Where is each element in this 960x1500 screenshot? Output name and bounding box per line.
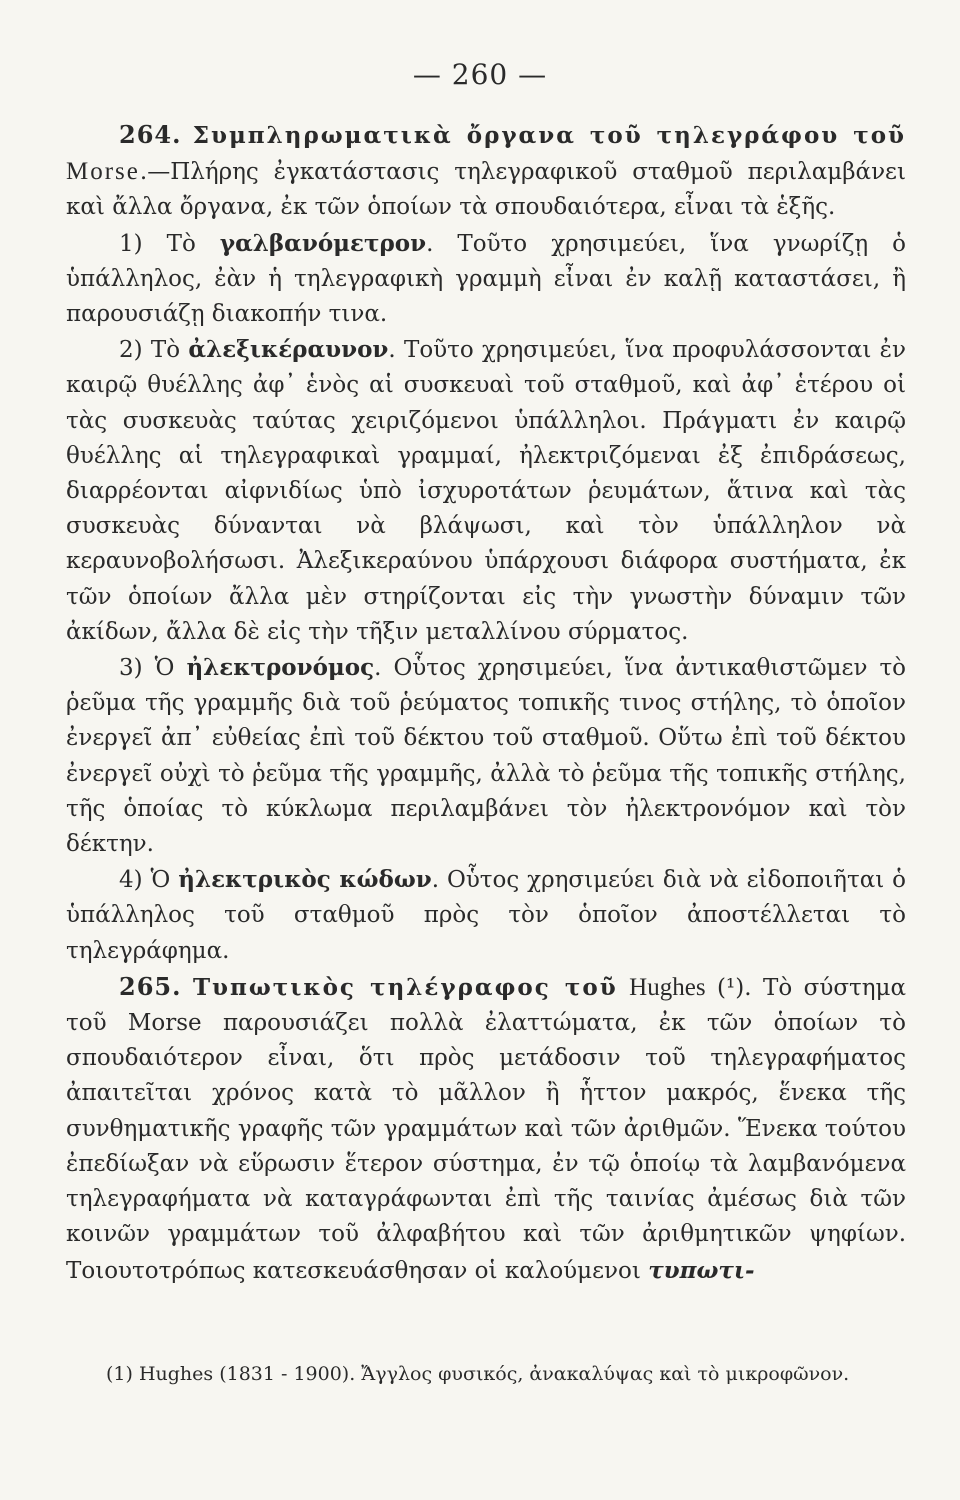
item-3-paragraph (66, 650, 906, 862)
section-264-name: Morse (66, 158, 140, 186)
item-2-paragraph (66, 332, 906, 650)
item-4-number: 4) Ὁ (119, 867, 171, 894)
footnote-reference: (¹). (717, 974, 752, 1001)
item-1-number: 1) Τὸ (119, 230, 196, 257)
section-264-title: Συμπληρωματικὰ ὄργανα τοῦ τηλεγράφου τοῦ (192, 122, 906, 149)
section-265-text: Τὸ σύστημα τοῦ Morse παρουσιάζει πολλὰ ἐλαττώματα, ἐκ τῶν ὁποίων τὸ σπουδαιότερον εἶναι, ὅτι πρὸς μετάδοσιν τοῦ τηλεγραφήματος ἀπαιτεῖται χρόνος κατὰ τὸ μᾶλλον ἢ ἧττον μακρός, ἕνεκα τῆς συνθηματικῆς γραφῆς τῶν γραμμάτων καὶ τῶν ἀριθμῶν. Ἕνεκα τούτου ἐπεδίωξαν νὰ εὕρωσιν ἕτερον σύστημα, ἐν τῷ ὁποίῳ τὰ λαμβανόμενα τηλεγραφήματα νὰ καταγράφωνται ἐπὶ τῆς ταινίας ἀμέσως διὰ τῶν κοινῶν γραμμάτων τοῦ ἀλφαβήτου καὶ τῶν ἀριθμητικῶν ψηφίων. Τοιουτοτρόπως κατεσκευάσθησαν οἱ καλούμενοι (66, 974, 907, 1284)
item-3-text: . Οὗτος χρησιμεύει, ἵνα ἀντικαθιστῶμεν τὸ ῥεῦμα τῆς γραμμῆς διὰ τοῦ ῥεύματος τοπικῆς τινος στήλης, τὸ ὁποῖον ἐνεργεῖ ἀπ᾽ εὐθείας ἐπὶ τοῦ δέκτου τοῦ σταθμοῦ. Οὕτω ἐπὶ τοῦ δέκτου ἐνεργεῖ οὐχὶ τὸ ῥεῦμα τῆς γραμμῆς, ἀλλὰ τὸ ῥεῦμα τῆς τοπικῆς στήλης, τῆς ὁποίας τὸ κύκλωμα περιλαμβάνει τὸν ἠλεκτρονόμον καὶ τὸν δέκτην. (66, 655, 907, 858)
item-4-term: ἠλεκτρικὸς κώδων (178, 866, 432, 894)
section-264-text: .—Πλήρης ἐγκατάστασις τηλεγραφικοῦ σταθμοῦ περιλαμβάνει καὶ ἄλλα ὄργανα, ἐκ τῶν ὁποίων τὰ σπουδαιότερα, εἶναι τὰ ἑξῆς. (66, 159, 906, 221)
item-2-term: ἀλεξικέραυνον (188, 336, 389, 364)
section-265-paragraph (66, 969, 906, 1289)
section-265-tail: τυπωτι- (648, 1256, 755, 1284)
section-265-name: Hughes (629, 973, 706, 1001)
section-264-number: 264. (119, 120, 182, 149)
item-1-paragraph (66, 226, 906, 333)
section-265-number: 265. (119, 971, 182, 1001)
item-3-term: ἠλεκτρονόμος (186, 654, 375, 682)
footnote-text: (1) Hughes (1831 - 1900). Ἄγγλος φυσικός, ἀνακαλύψας καὶ τὸ μικροφῶνον. (106, 1363, 850, 1385)
item-2-text: . Τοῦτο χρησιμεύει, ἵνα προφυλάσσονται ἐν καιρῷ θυέλλης ἀφ᾽ ἑνὸς αἱ συσκευαὶ τοῦ σταθμοῦ, καὶ ἀφ᾽ ἑτέρου οἱ τὰς συσκευὰς ταύτας χειριζόμενοι ὑπάλληλοι. Πράγματι ἐν καιρῷ θυέλλης αἱ τηλεγραφικαὶ γραμμαί, ἠλεκτριζόμεναι ἐξ ἐπιδράσεως, διαρρέονται αἰφνιδίως ὑπὸ ἰσχυροτάτων ῥευμάτων, ἅτινα καὶ τὰς συσκευὰς δύνανται νὰ βλάψωσι, καὶ τὸν ὑπάλληλον νὰ κεραυνοβολήσωσι. Ἀλεξικεραύνου ὑπάρχουσι διάφορα συστήματα, ἐκ τῶν ὁποίων ἄλλα μὲν στηρίζονται εἰς τὴν γνωστὴν δύναμιν τῶν ἀκίδων, ἄλλα δὲ εἰς τὴν τῆξιν μεταλλίνου σύρματος. (66, 337, 906, 645)
page-number: — 260 — (412, 58, 548, 91)
item-1-term: γαλβανόμετρον (219, 229, 427, 257)
body-text (66, 117, 906, 1289)
item-2-number: 2) Τὸ (119, 337, 181, 364)
item-4-paragraph (66, 862, 906, 969)
item-3-number: 3) Ὁ (119, 655, 175, 682)
section-265-title: Τυπωτικὸς τηλέγραφος τοῦ (192, 973, 618, 1001)
item-1-text: . Τοῦτο χρησιμεύει, ἵνα γνωρίζῃ ὁ ὑπάλληλος, ἐὰν ἡ τηλεγραφικὴ γραμμὴ εἶναι ἐν καλῇ καταστάσει, ἢ παρουσιάζῃ διακοπήν τινα. (66, 230, 907, 328)
footnote (66, 1358, 906, 1391)
item-4-text: . Οὗτος χρησιμεύει διὰ νὰ εἰδοποιῆται ὁ ὑπάλληλος τοῦ σταθμοῦ πρὸς τὸν ὁποῖον ἀποστέλλεται τὸ τηλεγράφημα. (66, 867, 907, 964)
section-264-paragraph (66, 117, 906, 226)
